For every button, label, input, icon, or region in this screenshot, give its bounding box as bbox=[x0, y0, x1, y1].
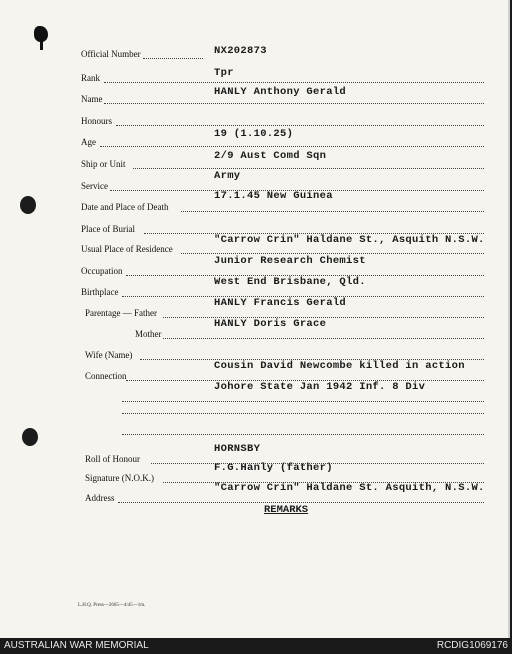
label-address: Address bbox=[85, 493, 115, 503]
label-wife: Wife (Name) bbox=[85, 350, 133, 360]
label-occupation: Occupation bbox=[81, 266, 123, 276]
row-ship-unit bbox=[0, 152, 508, 170]
label-official-number: Official Number bbox=[81, 49, 141, 59]
dots bbox=[143, 58, 203, 59]
value-ship-unit: 2/9 Aust Comd Sqn bbox=[214, 150, 327, 162]
value-age: 19 (1.10.25) bbox=[214, 128, 294, 140]
row-connection-2 bbox=[0, 381, 508, 403]
dots bbox=[181, 211, 484, 212]
value-birthplace: West End Brisbane, Qld. bbox=[214, 276, 366, 288]
row-occupation bbox=[0, 255, 508, 277]
dots bbox=[122, 401, 484, 402]
label-signature: Signature (N.O.K.) bbox=[85, 473, 154, 483]
label-rank: Rank bbox=[81, 73, 100, 83]
value-date-place-death: 17.1.45 New Guinea bbox=[214, 190, 333, 202]
row-date-place-death bbox=[0, 190, 508, 213]
label-honours: Honours bbox=[81, 116, 112, 126]
label-age: Age bbox=[81, 137, 96, 147]
row-place-burial bbox=[0, 217, 508, 235]
dots bbox=[104, 82, 484, 83]
blank-line bbox=[122, 434, 484, 435]
row-mother bbox=[0, 318, 508, 340]
footer-source: AUSTRALIAN WAR MEMORIAL bbox=[4, 640, 149, 651]
row-father bbox=[0, 297, 508, 319]
row-residence bbox=[0, 234, 508, 255]
label-connection: Connection bbox=[85, 371, 127, 381]
value-official-number: NX202873 bbox=[214, 45, 267, 57]
value-occupation: Junior Research Chemist bbox=[214, 255, 366, 267]
row-honours bbox=[0, 110, 508, 128]
row-name bbox=[0, 88, 508, 106]
value-service: Army bbox=[214, 170, 241, 182]
label-roll-honour: Roll of Honour bbox=[85, 454, 140, 464]
value-connection: Cousin David Newcombe killed in action bbox=[214, 360, 465, 372]
row-rank bbox=[0, 67, 508, 85]
row-wife bbox=[0, 343, 508, 361]
label-ship-unit: Ship or Unit bbox=[81, 159, 126, 169]
dots bbox=[100, 146, 484, 147]
value-mother: HANLY Doris Grace bbox=[214, 318, 327, 330]
value-signature: F.G.Hanly (father) bbox=[214, 462, 333, 474]
form-print-code: L.H.Q. Press—2665—4/45—1m. bbox=[78, 603, 146, 608]
row-address bbox=[0, 482, 508, 504]
remarks-heading: REMARKS bbox=[264, 504, 309, 516]
footer-record-id: RCDIG1069176 bbox=[436, 640, 508, 651]
value-address: "Carrow Crin" Haldane St. Asquith, N.S.W. bbox=[214, 482, 485, 494]
row-official-number bbox=[0, 45, 508, 63]
value-roll-honour: HORNSBY bbox=[214, 443, 261, 455]
label-date-place-death: Date and Place of Death bbox=[81, 202, 169, 212]
label-mother: Mother bbox=[135, 329, 162, 339]
dots bbox=[133, 168, 484, 169]
dots bbox=[116, 125, 484, 126]
label-birthplace: Birthplace bbox=[81, 287, 119, 297]
label-name: Name bbox=[81, 94, 103, 104]
dots bbox=[181, 253, 484, 254]
row-age bbox=[0, 130, 508, 148]
dots bbox=[104, 103, 484, 104]
row-birthplace bbox=[0, 276, 508, 298]
row-connection bbox=[0, 360, 508, 382]
label-residence: Usual Place of Residence bbox=[81, 244, 173, 254]
dots bbox=[118, 502, 484, 503]
label-service: Service bbox=[81, 181, 108, 191]
blank-line bbox=[122, 413, 484, 414]
value-father: HANLY Francis Gerald bbox=[214, 297, 347, 309]
value-residence: "Carrow Crin" Haldane St., Asquith N.S.W. bbox=[214, 234, 485, 246]
punch-hole-bottom bbox=[22, 428, 38, 446]
label-father: Parentage — Father bbox=[85, 308, 157, 318]
dots bbox=[163, 338, 484, 339]
value-rank: Tpr bbox=[214, 67, 234, 79]
label-place-burial: Place of Burial bbox=[81, 224, 135, 234]
value-name: HANLY Anthony Gerald bbox=[214, 86, 347, 98]
value-connection-2: Johore State Jan 1942 Inf. 8 Div bbox=[214, 381, 426, 393]
